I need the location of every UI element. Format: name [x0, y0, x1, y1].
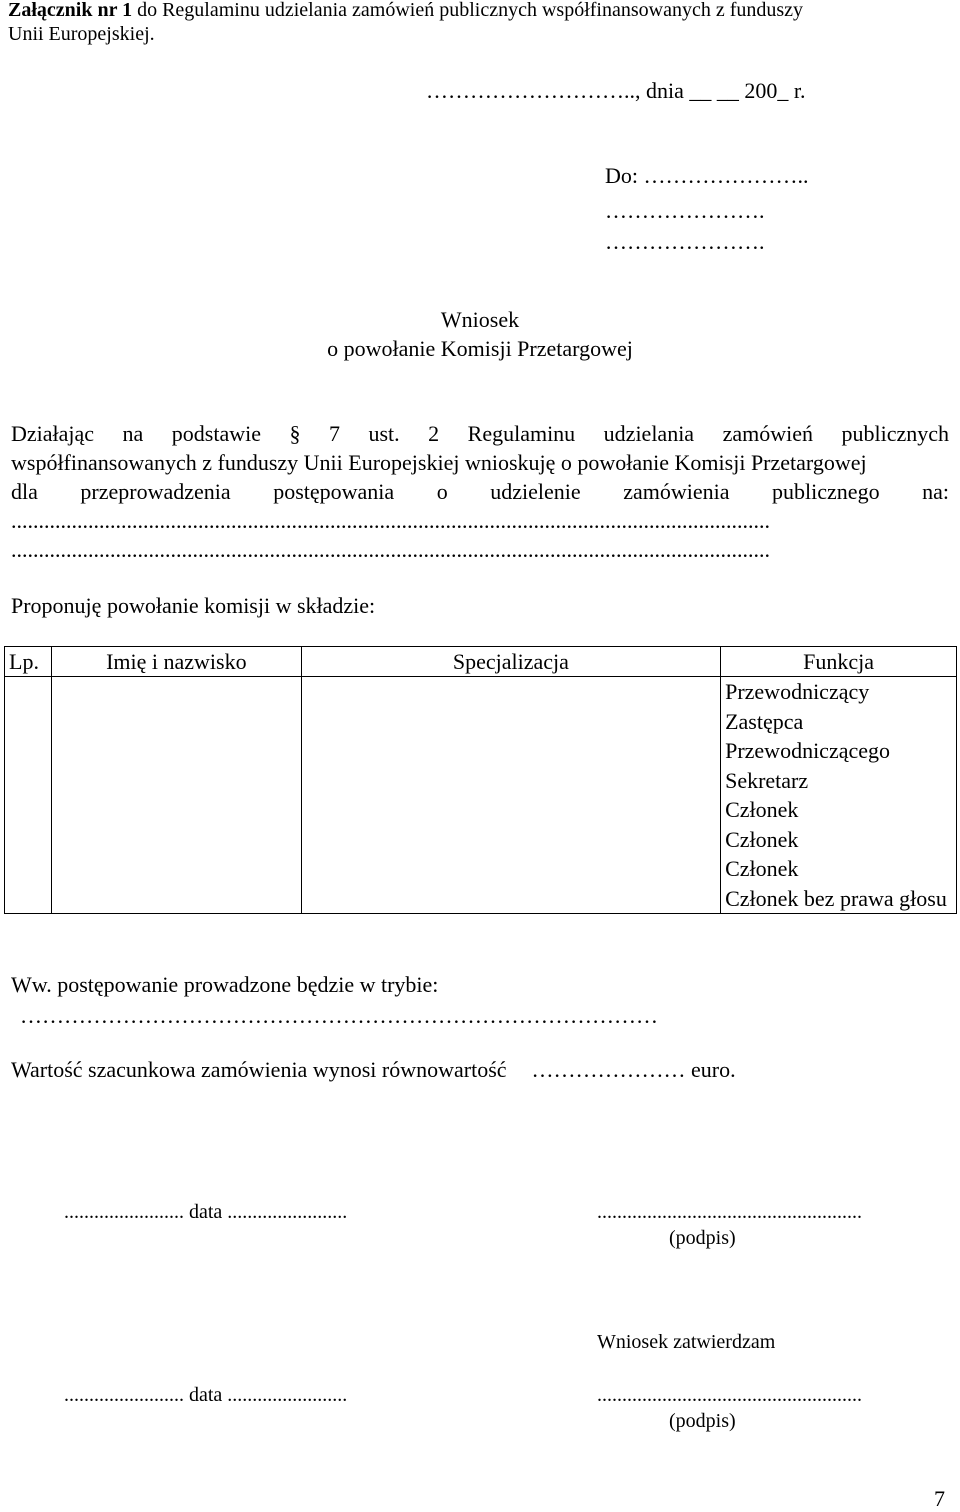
- body-line-2: współfinansowanych z funduszy Unii Europejskiej wnioskuję o powołanie Komisji Przetargowej: [11, 450, 867, 475]
- proposal-text: Proponuję powołanie komisji w składzie:: [11, 593, 376, 618]
- dotted-line-2: ..........................................................................................................................................: [11, 537, 770, 562]
- estimate-unit: euro.: [691, 1057, 736, 1082]
- signature-label-2: (podpis): [669, 1410, 736, 1432]
- attachment-title-line2: Unii Europejskiej.: [8, 23, 155, 45]
- document-title: Wniosek: [440, 307, 520, 332]
- estimate-label: Wartość szacunkowa zamówienia wynosi równowartość: [11, 1057, 507, 1082]
- function-item: Członek bez prawa głosu: [725, 885, 947, 911]
- function-item: Członek: [725, 856, 799, 881]
- body-line-3: dla przeprowadzenia postępowania o udzielenie zamówienia publicznego na:: [11, 479, 949, 504]
- estimate-value-dots: …………………: [531, 1057, 686, 1082]
- lp-cell: [5, 677, 52, 914]
- table-header-row: [5, 647, 957, 677]
- header-specialization: Specjalizacja: [301, 647, 720, 677]
- recipient-line-2: ………………….: [605, 198, 765, 223]
- signature-label-1: (podpis): [669, 1227, 736, 1249]
- body-line-1: Działając na podstawie § 7 ust. 2 Regulaminu udzielania zamówień publicznych: [11, 421, 949, 446]
- page-number: 7: [934, 1486, 945, 1511]
- function-cell: [721, 677, 957, 914]
- document-subtitle: o powołanie Komisji Przetargowej: [327, 336, 633, 361]
- approval-label: Wniosek zatwierdzam: [597, 1331, 776, 1353]
- table-row: [5, 677, 957, 914]
- date-field-1: ........................ data ........................: [64, 1201, 348, 1223]
- function-item: Członek: [725, 826, 799, 852]
- committee-table: [4, 646, 957, 914]
- function-item: Sekretarz: [725, 767, 809, 793]
- recipient-line-3: ………………….: [605, 229, 765, 254]
- estimate-line: [11, 1057, 736, 1083]
- header-name: Imię i nazwisko: [51, 647, 301, 677]
- function-item: Przewodniczący: [725, 679, 870, 704]
- attachment-title: do Regulaminu udzielania zamówień publicznych współfinansowanych z funduszy: [132, 0, 804, 21]
- place-date-line: ……………………….., dnia __ __ 200_ r.: [426, 78, 806, 103]
- recipient-line-1: Do: …………………..: [605, 163, 809, 188]
- name-cell: [51, 677, 301, 914]
- signature-dots-1: .....................................................: [597, 1201, 862, 1223]
- dotted-line-1: ..........................................................................................................................................: [11, 508, 770, 533]
- attachment-header: [8, 0, 803, 22]
- attachment-number: Załącznik nr 1: [8, 0, 133, 21]
- specialization-cell: [301, 677, 720, 914]
- header-lp: Lp.: [5, 647, 52, 677]
- function-item: Członek: [725, 797, 799, 822]
- date-field-2: ........................ data ........................: [64, 1384, 348, 1406]
- function-item: Zastępca Przewodniczącego: [725, 708, 891, 763]
- header-function: Funkcja: [721, 647, 957, 677]
- signature-dots-2: .....................................................: [597, 1384, 862, 1406]
- procedure-label: Ww. postępowanie prowadzone będzie w trybie:: [11, 972, 439, 997]
- procedure-dots: ……………………………………………………………………………: [20, 1003, 658, 1028]
